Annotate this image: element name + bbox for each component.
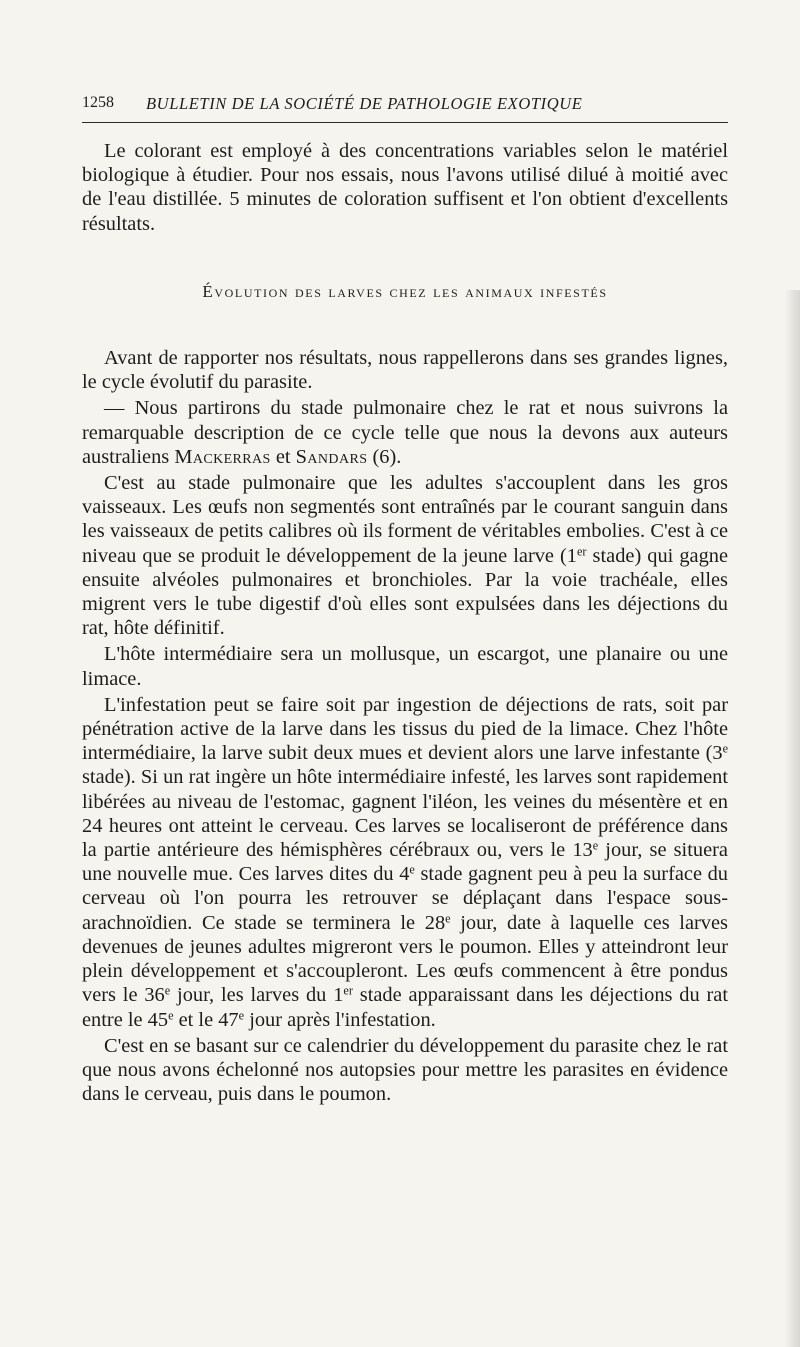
text-run: stade apparaissant dans les déjections du rat entre le 45 — [82, 984, 729, 1031]
superscript: er — [577, 543, 587, 558]
section-heading: Évolution des larves chez les animaux infestés — [202, 281, 608, 301]
paragraph-infestation — [82, 693, 728, 1032]
superscript: e — [592, 838, 599, 853]
superscript: e — [164, 983, 171, 998]
text-run: jour, se situera une nouvelle mue. Ces larves dites du 4 — [82, 839, 728, 886]
text-run: et le 47 — [178, 1008, 239, 1031]
superscript: e — [722, 741, 728, 756]
paragraph-intermediate-host: L'hôte intermédiaire sera un mollusque, un escargot, une planaire ou une limace. — [82, 643, 728, 690]
superscript: er — [343, 983, 353, 998]
paragraph-staining: Le colorant est employé à des concentrations variables selon le matériel biologique à étudier. Pour nos essais, nous l'avons utilisé dilué à moitié avec de l'eau distillée. 5 minutes de coloration suffisent et l'on obtient d'excellents résultats. — [82, 140, 728, 235]
text-run: stade). Si un rat ingère un hôte intermédiaire infesté, les larves sont rapidement libérées au niveau de l'estomac, gagnent l'iléon, les veines du mésentère et en 24 heures ont atteint le cerveau. Ces larves se localiseront de préférence dans la partie antérieure des hémisphères cérébraux ou, vers le 13 — [82, 766, 728, 862]
superscript: e — [168, 1007, 174, 1022]
text-run: L'infestation peut se faire soit par ingestion de déjections de rats, soit par pénétration active de la larve dans les tissus du pied de la limace. Chez l'hôte intermédiaire, la larve subit deux mues et devient alors une larve infestante (3 — [82, 693, 728, 765]
author-name: Sandars — [295, 445, 368, 468]
text-run: jour après l'infestation. — [249, 1008, 436, 1031]
text-run: — Nous partirons du stade pulmonaire chez le rat et nous suivrons la remarquable description de ce cycle telle que nous la devons aux auteurs australiens — [82, 397, 728, 468]
author-name: Mackerras — [174, 445, 271, 468]
running-header — [82, 94, 728, 123]
superscript: e — [445, 910, 451, 925]
text-run: C'est au stade pulmonaire que les adultes s'accouplent dans les gros vaisseaux. Les œufs non segmentés sont entraînés par le courant sanguin dans les vaisseaux de petits calibres où ils forment de véritables embolies. C'est à ce niveau que se produit le développement de la jeune larve (1 — [82, 472, 728, 567]
text-run: stade gagnent peu à peu la surface du cerveau où l'on pourra les retrouver se déplaçant dans l'espace sous-arachnoïdien. Ce stade se terminera le 28 — [82, 863, 728, 934]
reference: (6). — [372, 445, 402, 468]
article-body — [82, 139, 728, 1106]
text-run: et — [275, 445, 291, 468]
superscript: e — [409, 862, 415, 877]
paragraph-pulmonary-stage — [82, 396, 728, 469]
superscript: e — [238, 1007, 245, 1022]
text-run: jour, date à laquelle ces larves devenues de jeunes adultes migreront vers le poumon. Elles y atteindront leur plein développement et s'accoupleront. Les œufs commencent à être pondus vers le 36 — [82, 911, 728, 1007]
text-run: stade) qui gagne ensuite alvéoles pulmonaires et bronchioles. Par la voie trachéale, elles migrent vers le tube digestif d'où elles sont expulsées dans les déjections du rat, hôte définitif. — [82, 544, 729, 640]
journal-title: BULLETIN DE LA SOCIÉTÉ DE PATHOLOGIE EXOTIQUE — [146, 94, 583, 113]
paragraph-calendar: C'est en se basant sur ce calendrier du développement du parasite chez le rat que nous avons échelonné nos autopsies pour mettre les parasites en évidence dans le cerveau, puis dans le poumon. — [82, 1034, 728, 1106]
text-run: jour, les larves du 1 — [177, 984, 344, 1007]
paragraph-adults — [82, 471, 728, 640]
page-number: 1258 — [82, 94, 114, 111]
paragraph-intro-cycle: Avant de rapporter nos résultats, nous rappellerons dans ses grandes lignes, le cycle évolutif du parasite. — [82, 347, 728, 394]
page-edge-shadow — [784, 290, 800, 1347]
